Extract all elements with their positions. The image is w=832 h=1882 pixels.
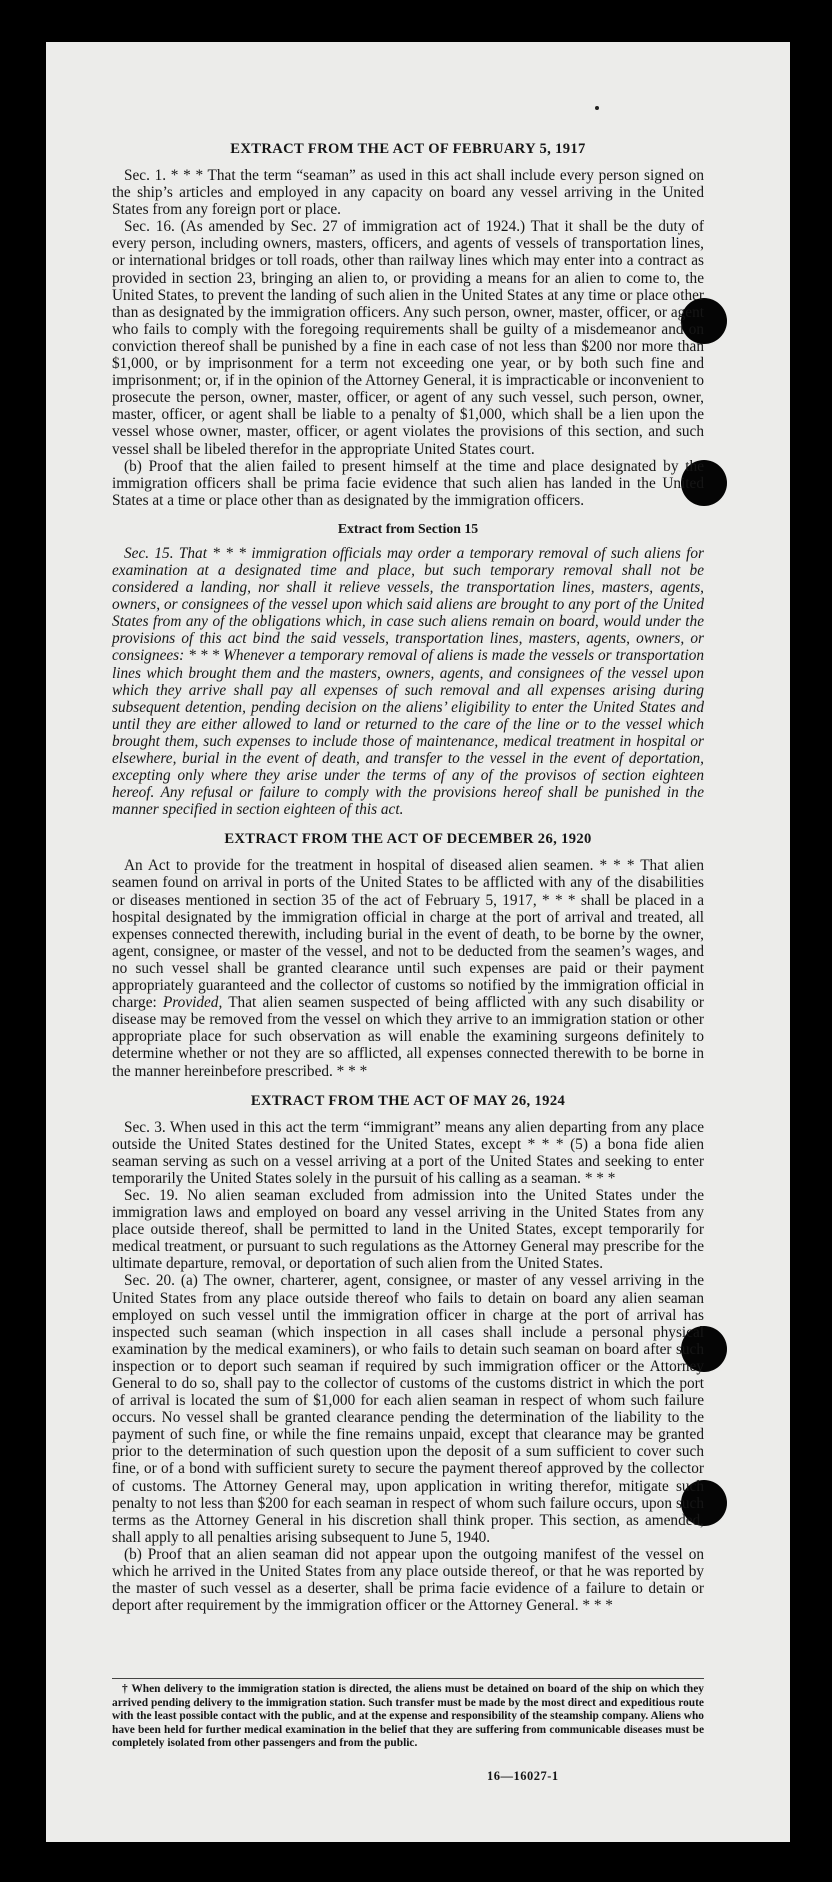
- act-1920-part1: An Act to provide for the treatment in hospital of diseased alien seamen. * * * That alien seamen found on arrival in ports of the United States to be afflicted with any of the disabilities or diseases mentioned in section 35 of the act of February 5, 1917, * * * shall be placed in a hospital designated by the immigration official in charge at the port of arrival and treated, all expenses connected therewith, including burial in the event of death, to be borne by the owner, agent, consignee, or master of the vessel, and not to be deducted from the seamen’s wages, and no such vessel shall be granted clearance until such expenses are paid or their payment appropriately guaranteed and the collector of customs so notified by the immigration official in charge:: [112, 857, 704, 1012]
- section-20b: (b) Proof that an alien seaman did not appear upon the outgoing manifest of the vessel on which he arrived in the United States from any place outside thereof, or that he was reported by the master of such vessel as a deserter, shall be prima facie evidence of a failure to detain or deport after requirement by the immigration officer or the Attorney General. * * *: [112, 1545, 704, 1615]
- heading-act-1924: EXTRACT FROM THE ACT OF MAY 26, 1924: [250, 1092, 566, 1109]
- heading-section-15: Extract from Section 15: [337, 520, 479, 536]
- act-1920-part2: That alien seamen suspected of being afflicted with any such disability or disease may be removed from the vessel on which they arrive to an immigration station or other appropriate place for such observation as will enable the examining surgeons definitely to determine whether or not they are so afflicted, all expenses connected therewith to be borne in the manner hereinbefore prescribed. * * *: [112, 994, 705, 1080]
- form-number: 16—16027-1: [487, 1769, 559, 1783]
- act-1924-block: [112, 1119, 704, 1615]
- footnote: [112, 1678, 704, 1751]
- section-1: Sec. 1. * * * That the term “seaman” as used in this act shall include every person signed on the ship’s articles and employed in any capacity on board any vessel arriving in the United States from any foreign port or place.: [112, 167, 704, 219]
- section-15-block: [112, 545, 704, 819]
- heading-act-1920: EXTRACT FROM THE ACT OF DECEMBER 26, 1920: [224, 831, 592, 848]
- section-20a: Sec. 20. (a) The owner, charterer, agent, consignee, or master of any vessel arriving in the United States from any place outside thereof who fails to detain on board any alien seaman employed on such vessel until the immigration officer in charge at the port of arrival has inspected such seaman (which inspection in all cases shall include a personal physical examination by the medical examiners), or who fails to detain such seaman on board after such inspection or to deport such seaman if required by such immigration officer or the Attorney General to do so, shall pay to the collector of customs of the customs district in which the port of arrival is located the sum of $1,000 for each alien seaman in respect of whom such failure occurs. No vessel shall be granted clearance pending the determination of the liability to the payment of such fine, or while the fine remains unpaid, except that clearance may be granted prior to the determination of such question upon the deposit of a sum sufficient to cover such fine, or of a bond with sufficient surety to secure the payment thereof approved by the collector of customs. The Attorney General may, upon application in writing therefor, mitigate such penalty to not less than $200 for each seaman in respect of whom such failure occurs, upon such terms as the Attorney General in his discretion shall think proper. This section, as amended, shall apply to all penalties arising subsequent to June 5, 1940.: [112, 1272, 704, 1546]
- section-19: Sec. 19. No alien seaman excluded from admission into the United States under the immigration laws and employed on board any vessel arriving in the United States from any place outside thereof, shall be permitted to land in the United States, except temporarily for medical treatment, or pursuant to such regulations as the Attorney General may prescribe for the ultimate departure, removal, or deportation of such alien from the United States.: [112, 1186, 704, 1273]
- speck: [595, 106, 599, 110]
- act-1917-block: [112, 167, 704, 509]
- section-3: Sec. 3. When used in this act the term “immigrant” means any alien departing from any place outside the United States destined for the United States, except * * * (5) a bona fide alien seaman serving as such on a vessel arriving at a port of the United States and seeking to enter temporarily the United States solely in the pursuit of his calling as a seaman. * * *: [112, 1118, 704, 1187]
- footnote-text: † When delivery to the immigration station is directed, the aliens must be detained on board of the ship on which they arrived pending delivery to the immigration station. Such transfer must be made by the most direct and expeditious route with the least possible contact with the public, and at the expense and responsibility of the steamship company. Aliens who have been held for further medical examination in the belief that they are suffering from communicable diseases must be completely isolated from other passengers and from the public.: [112, 1683, 704, 1750]
- document-body: [112, 140, 704, 1614]
- section-15-text: Sec. 15. That * * * immigration officials may order a temporary removal of such aliens for examination at a designated time and place, but such temporary removal shall not be considered a landing, nor shall it relieve vessels, the transportation lines, masters, agents, owners, or consignees of the vessel upon which said aliens are brought to any port of the United States from any of the obligations which, in case such aliens remain on board, would under the provisions of this act bind the said vessels, transportation lines, masters, agents, owners, or consignees: * * * Whenever a temporary removal of aliens is made the vessels or transportation lines which brought them and the masters, owners, agents, and consignees of the vessel upon which they arrive shall pay all expenses of such removal and all expenses arising during subsequent detention, pending decision on the aliens’ eligibility to enter the United States and until they are either allowed to land or returned to the care of the line or to the vessel which brought them, such expenses to include those of maintenance, medical treatment in hospital or elsewhere, burial in the event of death, and transfer to the vessel in the event of deportation, excepting only where they arise under the terms of any of the provisos of section eighteen hereof. Any refusal or failure to comply with the provisions hereof shall be punished in the manner specified in section eighteen of this act.: [112, 544, 704, 819]
- provided-word: Provided,: [162, 994, 223, 1012]
- section-16b: (b) Proof that the alien failed to present himself at the time and place designated by the immigration officers shall be prima facie evidence that such alien has landed in the United States at a time or place other than as designated by the immigration officers.: [112, 457, 704, 509]
- heading-act-1917: EXTRACT FROM THE ACT OF FEBRUARY 5, 1917: [230, 141, 586, 157]
- act-1920-text: [112, 857, 704, 1079]
- section-16: Sec. 16. (As amended by Sec. 27 of immigration act of 1924.) That it shall be the duty of every person, including owners, masters, officers, and agents of vessels of transportation lines, or international bridges or toll roads, other than railway lines which may enter into a contract as provided in section 23, bringing an alien to, or providing a means for an alien to come to, the United States, to prevent the landing of such alien in the United States at any time or place other than as designated by the immigration officers. Any such person, owner, master, officer, or agent who fails to comply with the foregoing requirements shall be guilty of a misdemeanor and on conviction thereof shall be punished by a fine in each case of not less than $200 nor more than $1,000, or by imprisonment for a term not exceeding one year, or by both such fine and imprisonment; or, if in the opinion of the Attorney General, it is impracticable or inconvenient to prosecute the person, owner, master, officer, or agent of any such vessel, such person, owner, master, officer, or agent shall be liable to a penalty of $1,000, which shall be a lien upon the vessel whose owner, master, officer, or agent violates the provisions of this section, and such vessel shall be libeled therefor in the appropriate United States court.: [112, 218, 704, 458]
- act-1920-block: [112, 857, 704, 1079]
